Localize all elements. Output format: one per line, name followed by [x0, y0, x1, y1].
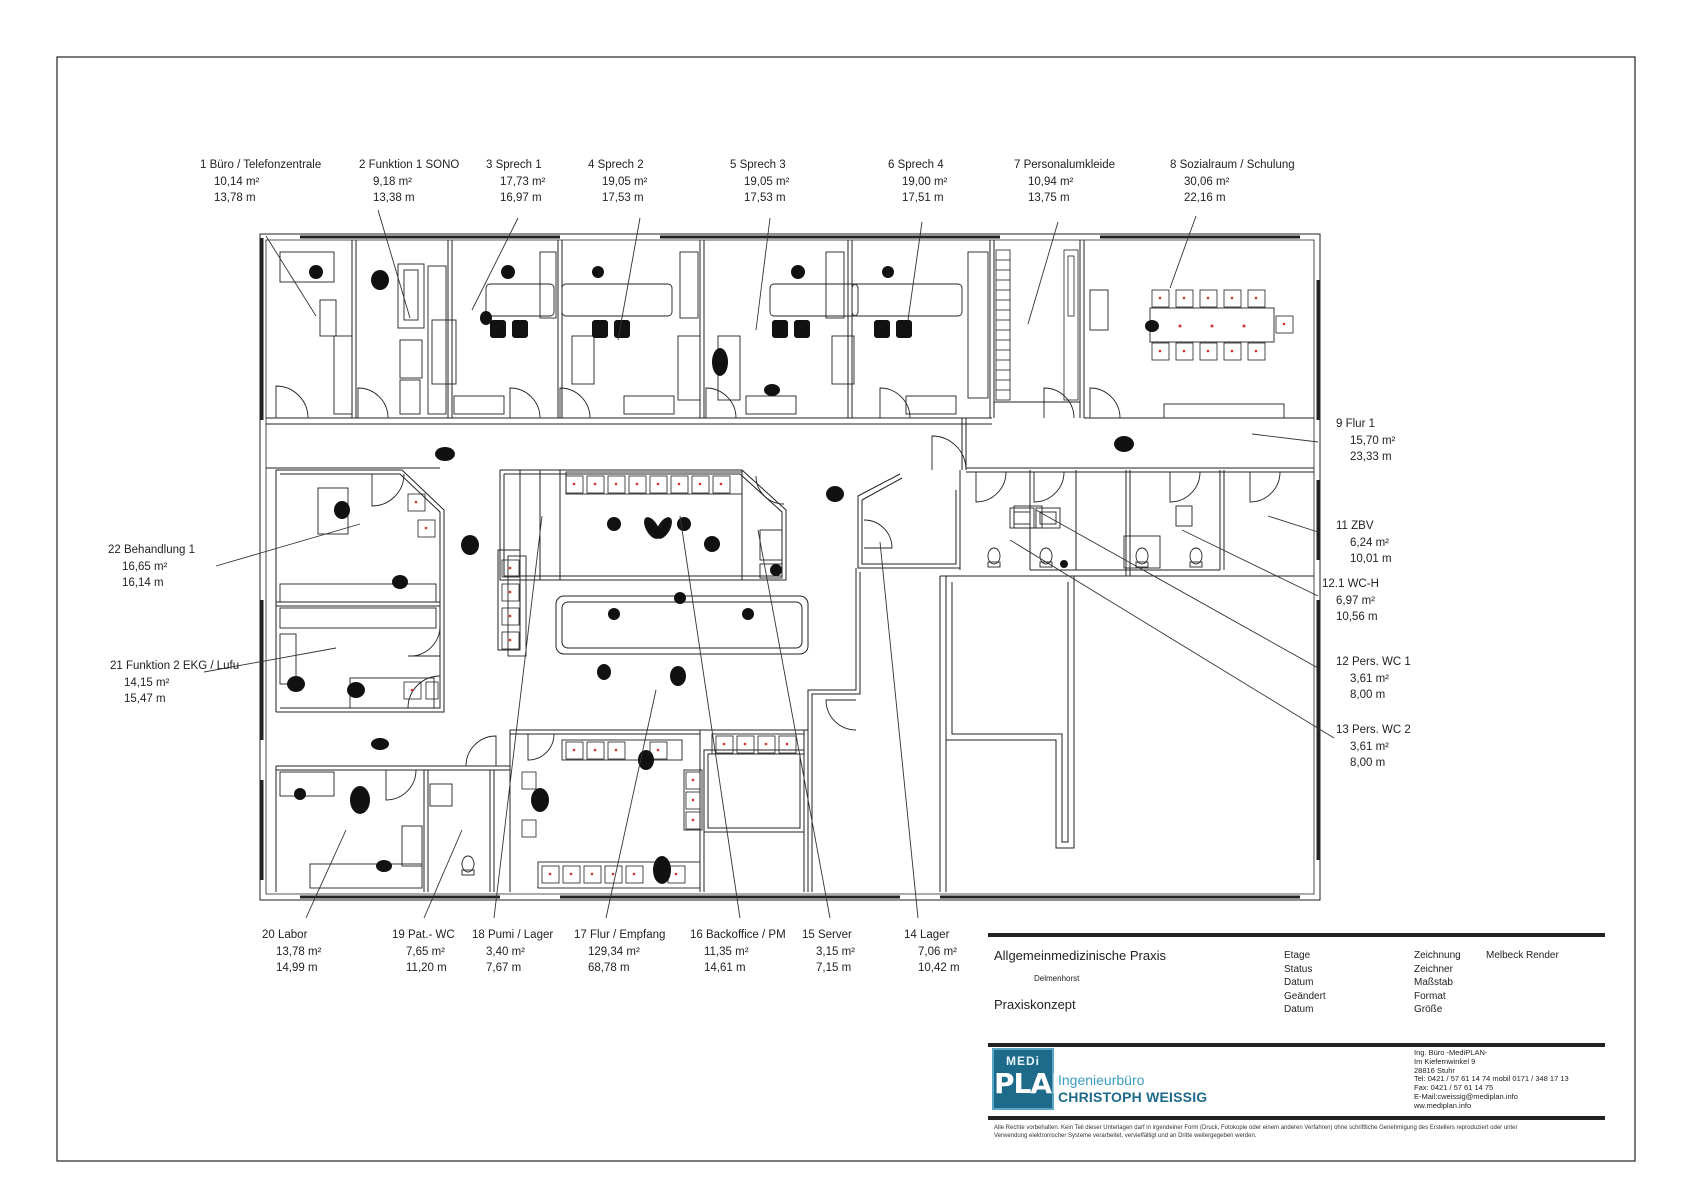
room-label-6 [888, 157, 947, 207]
room-title: 13 Pers. WC 2 [1336, 724, 1411, 736]
room-label-2 [359, 157, 459, 207]
logo-line-1: Ingenieurbüro [1058, 1072, 1145, 1088]
company-address [1414, 1049, 1569, 1111]
room-perimeter: 23,33 m [1350, 451, 1392, 463]
room-area: 11,35 m² [704, 945, 749, 958]
room-area: 6,24 m² [1350, 536, 1389, 549]
room-area: 3,40 m² [486, 945, 525, 958]
room-title: 18 Pumi / Lager [472, 929, 554, 941]
room-title: 11 ZBV [1336, 520, 1374, 532]
room-area: 17,73 m² [500, 175, 546, 188]
room-perimeter: 17,51 m [902, 192, 944, 204]
field-geaendert: Geändert [1284, 990, 1326, 1002]
room-title: 12 Pers. WC 1 [1336, 656, 1411, 668]
field-etage: Etage [1284, 950, 1311, 961]
room-perimeter: 8,00 m [1350, 757, 1386, 769]
room-title: 4 Sprech 2 [588, 159, 644, 171]
room-perimeter: 7,15 m [816, 962, 852, 974]
room-label-19 [392, 927, 455, 977]
field-status: Status [1284, 963, 1313, 975]
room-area: 15,70 m² [1350, 434, 1396, 447]
address-line: Im Kiefernwinkel 9 [1414, 1056, 1476, 1066]
legal-line-2: Verwendung elektronischer Systeme verarbeitet, vervielfältigt und an Dritte weitergegeben werden. [994, 1133, 1257, 1139]
room-label-7 [1014, 157, 1115, 207]
room-label-13 [1336, 722, 1411, 772]
left-rooms-walls [276, 470, 510, 892]
field-zeichner: Zeichner [1414, 963, 1453, 975]
room-area: 3,61 m² [1350, 740, 1389, 753]
field-format: Format [1414, 990, 1446, 1002]
address-line: Tel: 0421 / 57 61 14 74 mobil 0171 / 348 17 13 [1414, 1074, 1569, 1084]
room-label-22 [108, 542, 195, 592]
logo-top-text: MEDi [1006, 1054, 1040, 1068]
room-perimeter: 17,53 m [602, 192, 644, 204]
room-title: 6 Sprech 4 [888, 159, 944, 171]
field-datum-2: Datum [1284, 1004, 1314, 1015]
sheet-border [57, 57, 1635, 1161]
room-area: 6,97 m² [1336, 594, 1375, 607]
room-label-3 [486, 157, 545, 207]
room-label-12-1 [1322, 576, 1379, 626]
legal-line-1: Alle Rechte vorbehalten. Kein Teil dieser Unterlagen darf in irgendeiner Form (Druck, Fotokopie oder einem anderen Verfahren) ohne schriftliche Genehmigung des Erstellers reproduziert oder unter [994, 1125, 1518, 1131]
room-title: 1 Büro / Telefonzentrale [200, 159, 322, 171]
room-area: 19,00 m² [902, 175, 948, 188]
room-area: 16,65 m² [122, 560, 168, 573]
office-chair-icon-group [294, 265, 912, 805]
room-title: 16 Backoffice / PM [690, 929, 786, 941]
room-title: 20 Labor [262, 929, 308, 941]
room-title: 5 Sprech 3 [730, 159, 786, 171]
room-label-1 [200, 157, 321, 207]
room-title: 12.1 WC-H [1322, 578, 1379, 590]
room-perimeter: 10,42 m [918, 962, 960, 974]
room-area: 19,05 m² [744, 175, 790, 188]
toilet-icon-group [462, 508, 1202, 875]
field-labels-right [1414, 949, 1461, 1017]
room-area: 9,18 m² [373, 175, 412, 188]
room-title: 19 Pat.- WC [392, 929, 455, 941]
address-line: Ing. Büro -MediPLAN- [1414, 1048, 1488, 1057]
room-label-12 [1336, 654, 1411, 704]
room-perimeter: 14,61 m [704, 962, 746, 974]
room-area: 13,78 m² [276, 945, 322, 958]
room-perimeter: 16,14 m [122, 577, 164, 589]
room-perimeter: 7,67 m [486, 962, 522, 974]
field-labels-left [1284, 949, 1326, 1017]
room-label-15 [802, 927, 855, 977]
room-label-9 [1336, 416, 1395, 466]
room-label-11 [1336, 518, 1392, 568]
room-perimeter: 22,16 m [1184, 192, 1226, 204]
room-area: 7,06 m² [918, 945, 957, 958]
address-line: ww.mediplan.info [1414, 1100, 1472, 1110]
right-area-walls [808, 470, 1314, 892]
locker-block [996, 250, 1078, 400]
room-label-20 [262, 927, 321, 977]
room-title: 9 Flur 1 [1336, 418, 1375, 430]
room-label-14 [904, 927, 960, 977]
room-title: 21 Funktion 2 EKG / Lufu [110, 660, 240, 672]
room-label-18 [472, 927, 553, 977]
address-line: 28816 Stuhr [1414, 1065, 1455, 1075]
room-perimeter: 10,01 m [1350, 553, 1392, 565]
room-title: 17 Flur / Empfang [574, 929, 666, 941]
reception-walls [498, 470, 808, 654]
room-area: 30,06 m² [1184, 175, 1230, 188]
room-perimeter: 68,78 m [588, 962, 630, 974]
room-title: 3 Sprech 1 [486, 159, 542, 171]
legal-notice [994, 1124, 1518, 1140]
exterior-walls [260, 234, 1320, 900]
project-location: Delmenhorst [1034, 974, 1080, 983]
room-area: 3,15 m² [816, 945, 855, 958]
room-label-5 [730, 157, 789, 207]
flur-walls [266, 418, 1314, 472]
drawing-title: Praxiskonzept [994, 997, 1076, 1012]
room-perimeter: 14,99 m [276, 962, 318, 974]
room-perimeter: 16,97 m [500, 192, 542, 204]
room-area: 19,05 m² [602, 175, 648, 188]
room-perimeter: 13,38 m [373, 192, 415, 204]
address-line: Fax: 0421 / 57 61 14 75 [1414, 1083, 1494, 1093]
room-title: 2 Funktion 1 SONO [359, 159, 460, 171]
drawing-value: Melbeck Render [1486, 950, 1559, 961]
room-area: 10,94 m² [1028, 175, 1074, 188]
person-icon-group [287, 270, 1159, 884]
room-title: 8 Sozialraum / Schulung [1170, 159, 1295, 171]
room-area: 3,61 m² [1350, 672, 1389, 685]
field-zeichnung: Zeichnung [1414, 950, 1461, 961]
address-line: E-Mail:cweissig@mediplan.info [1414, 1091, 1518, 1101]
room-label-4 [588, 157, 647, 207]
room-perimeter: 8,00 m [1350, 689, 1386, 701]
field-massstab: Maßstab [1414, 977, 1453, 988]
logo-line-2: CHRISTOPH WEISSIG [1058, 1089, 1208, 1105]
room-area: 10,14 m² [214, 175, 260, 188]
field-groesse: Größe [1414, 1004, 1443, 1015]
room-perimeter: 11,20 m [406, 962, 447, 974]
room-title: 14 Lager [904, 929, 950, 941]
room-area: 7,65 m² [406, 945, 445, 958]
room-perimeter: 13,78 m [214, 192, 256, 204]
room-label-16 [690, 927, 786, 977]
room-area: 14,15 m² [124, 676, 170, 689]
logo-icon [992, 1048, 1074, 1110]
room-perimeter: 17,53 m [744, 192, 786, 204]
room-title: 22 Behandlung 1 [108, 544, 195, 556]
room-label-21 [110, 658, 239, 708]
room-area: 129,34 m² [588, 945, 640, 958]
room-label-8 [1170, 157, 1295, 207]
room-perimeter: 15,47 m [124, 693, 166, 705]
project-title: Allgemeinmedizinische Praxis [994, 948, 1166, 963]
room-perimeter: 13,75 m [1028, 192, 1070, 204]
field-datum: Datum [1284, 977, 1314, 988]
room-perimeter: 10,56 m [1336, 611, 1378, 623]
room-label-17 [574, 927, 665, 977]
logo-main-text: PLAN [994, 1067, 1074, 1100]
room-title: 7 Personalumkleide [1014, 159, 1116, 171]
room-title: 15 Server [802, 929, 852, 941]
